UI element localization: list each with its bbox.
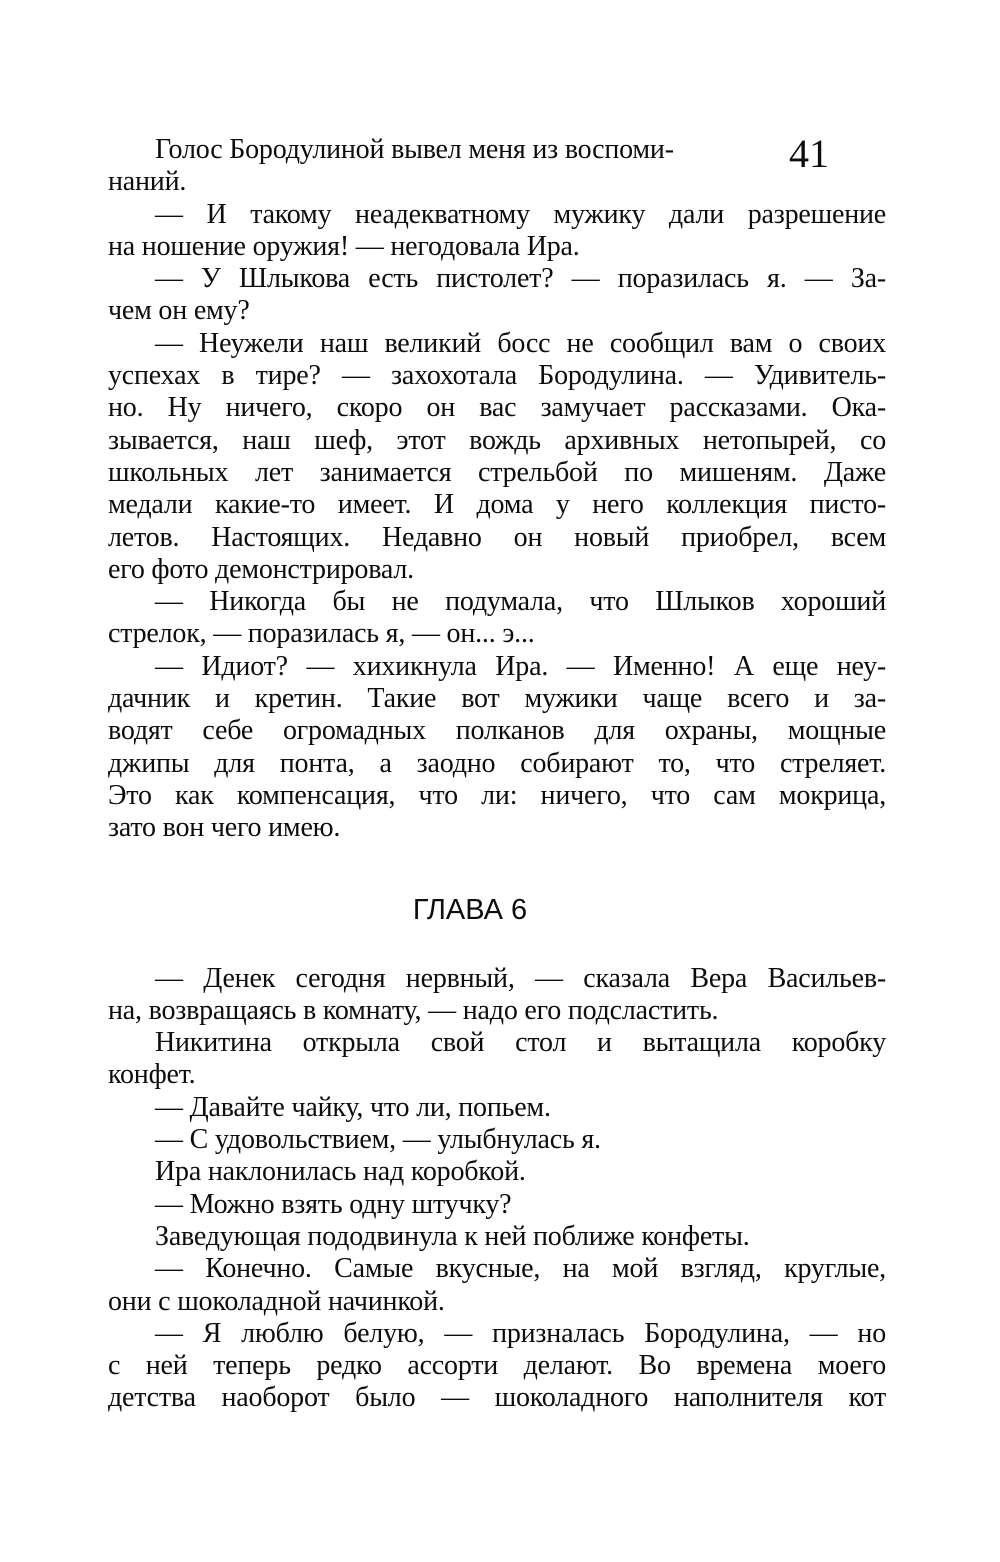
paragraphs-after-heading xyxy=(108,963,886,1415)
text-line: — Никогда бы не подумала, что Шлыков хороший xyxy=(155,586,886,618)
text-line: Это как компенсация, что ли: ничего, что сам мокрица, xyxy=(108,779,886,811)
text-line: на, возвращаясь в комнату, — надо его подсластить. xyxy=(108,994,719,1026)
text-line: на ношение оружия! — негодовала Ира. xyxy=(108,230,580,262)
paragraphs-before-heading xyxy=(108,134,886,845)
text-line: Заведующая пододвинула к ней поближе конфеты. xyxy=(155,1220,750,1252)
text-line: Ира наклонилась над коробкой. xyxy=(155,1156,526,1188)
text-line: джипы для понта, а заодно собирают то, что стреляет. xyxy=(108,747,886,779)
chapter-heading: ГЛАВА 6 xyxy=(412,893,528,926)
text-line: дачник и кретин. Такие вот мужики чаще всего и за- xyxy=(108,683,886,715)
text-line: — Можно взять одну штучку? xyxy=(155,1188,512,1220)
text-line: — Денек сегодня нервный, — сказала Вера Васильев- xyxy=(155,962,886,994)
text-line: — Я люблю белую, — призналась Бородулина, — но xyxy=(155,1317,886,1349)
text-line: чем он ему? xyxy=(108,295,250,327)
text-line: школьных лет занимается стрельбой по мишеням. Даже xyxy=(108,456,886,488)
text-line: стрелок, — поразилась я, — он... э... xyxy=(108,618,535,650)
text-block xyxy=(108,134,886,1415)
text-line: успехах в тире? — захохотала Бородулина. — Удивитель- xyxy=(108,360,886,392)
text-line: — С удовольствием, — улыбнулась я. xyxy=(155,1124,601,1156)
text-line: с ней теперь редко ассорти делают. Во времена моего xyxy=(108,1350,886,1382)
text-line: конфет. xyxy=(108,1059,196,1091)
text-line: водят себе огромадных полканов для охраны, мощные xyxy=(108,715,886,747)
text-line: летов. Настоящих. Недавно он новый приобрел, всем xyxy=(108,521,886,553)
text-line: детства наоборот было — шоколадного наполнителя кот xyxy=(108,1382,886,1414)
text-line: они с шоколадной начинкой. xyxy=(108,1285,445,1317)
text-line: но. Ну ничего, скоро он вас замучает рассказами. Ока- xyxy=(108,392,886,424)
text-line: зато вон чего имею. xyxy=(108,812,341,844)
text-line: Никитина открыла свой стол и вытащила коробку xyxy=(155,1027,886,1059)
text-line: медали какие-то имеет. И дома у него коллекция писто- xyxy=(108,489,886,521)
text-line: — И такому неадекватному мужику дали разрешение xyxy=(155,198,886,230)
page-number: 41 xyxy=(789,131,829,176)
text-line: — Давайте чайку, что ли, попьем. xyxy=(155,1091,551,1123)
text-line: зывается, наш шеф, этот вождь архивных нетопырей, со xyxy=(108,424,886,456)
text-line: Голос Бородулиной вывел меня из воспоми- xyxy=(155,134,674,165)
text-line: его фото демонстрировал. xyxy=(108,553,414,585)
text-line: — Конечно. Самые вкусные, на мой взгляд, круглые, xyxy=(155,1253,886,1285)
text-line: — Неужели наш великий босс не сообщил вам о своих xyxy=(155,327,886,359)
text-line: — У Шлыкова есть пистолет? — поразилась я. — За- xyxy=(155,263,886,295)
text-line: — Идиот? — хихикнула Ира. — Именно! А еще неу- xyxy=(155,650,886,682)
text-line: наний. xyxy=(108,166,187,198)
